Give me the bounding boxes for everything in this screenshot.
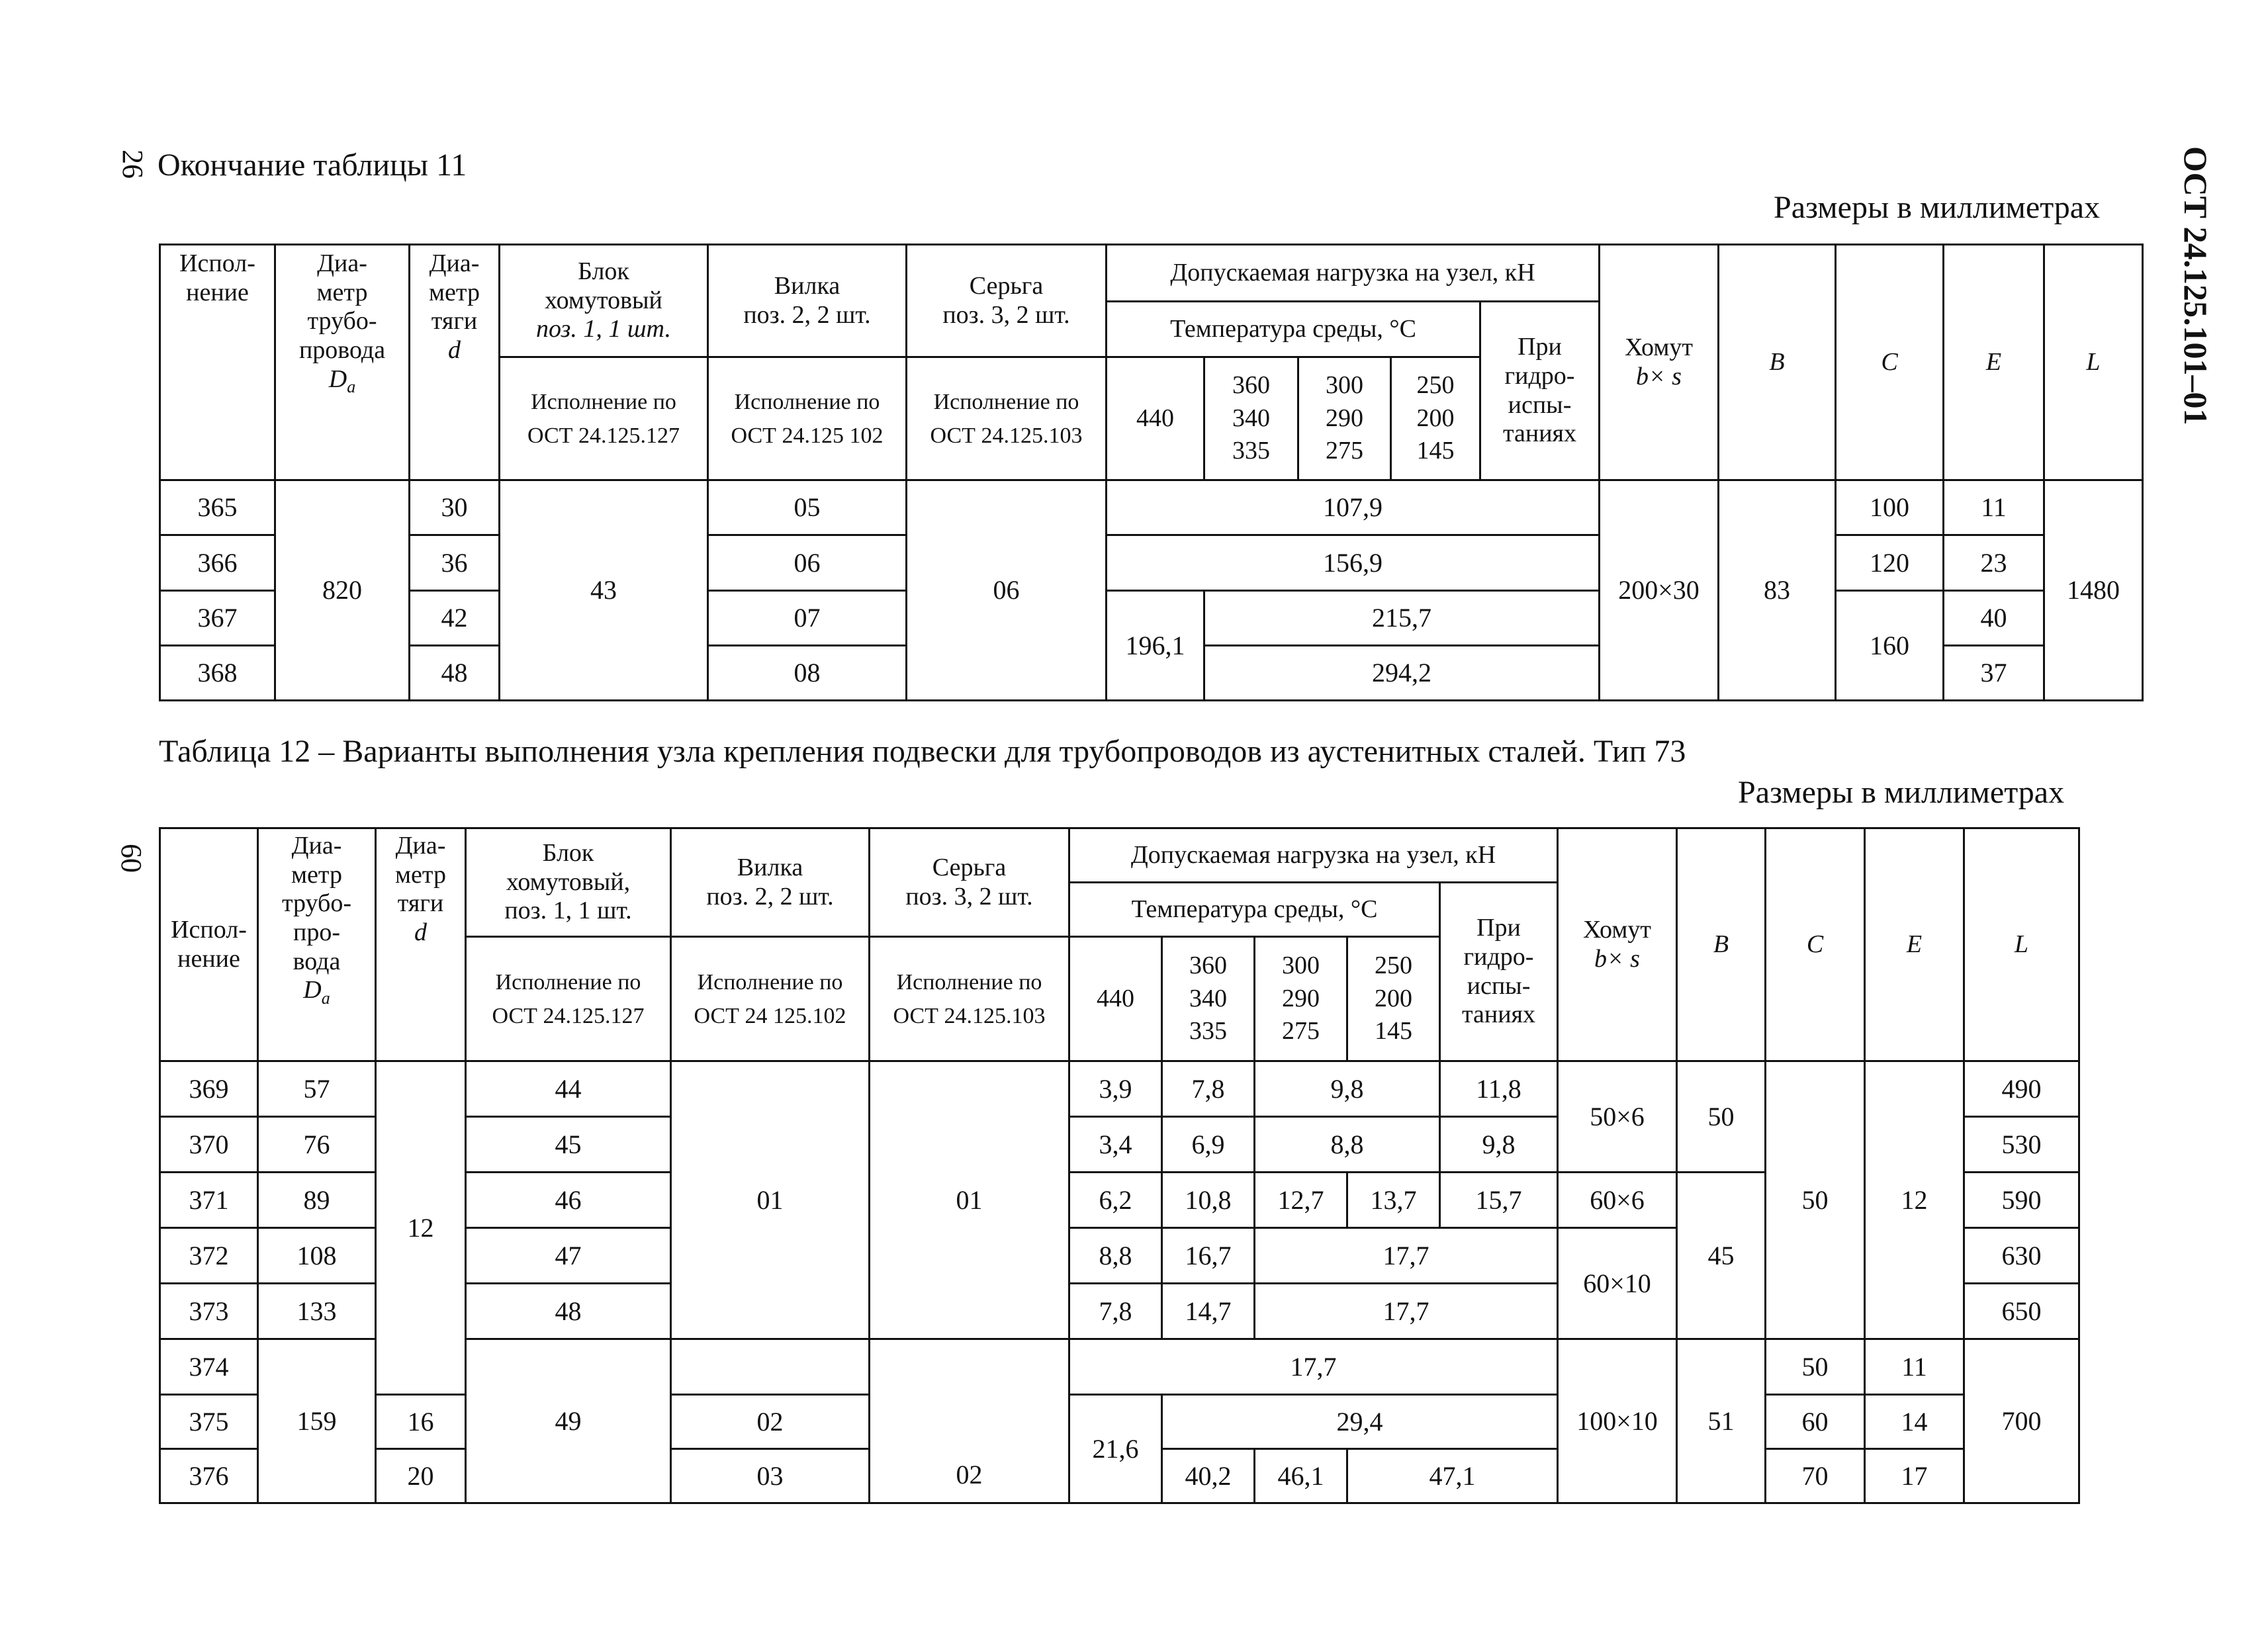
header-c: C [1766,828,1865,1061]
header-pipe-diameter: Диа-метр трубо-про-вода $D_a$ [258,828,376,1061]
cell: 12,7 [1255,1173,1347,1228]
cell: 10,8 [1162,1173,1255,1228]
header-block-ost: Исполнение по ОСТ 24.125.127 [466,937,671,1061]
cell: 21,6 [1069,1395,1162,1503]
header-fork: Вилка поз. 2, 2 шт. [671,828,870,937]
table12-caption: Таблица 12 – Варианты выполнения узла крепления подвески для трубопроводов из аустенитных сталей. Тип 73 [159,734,1686,769]
header-t440: 440 [1069,937,1162,1061]
cell: 16,7 [1162,1228,1255,1284]
header-e: E [1865,828,1964,1061]
cell: 50 [1766,1339,1865,1395]
cell: 70 [1766,1449,1865,1503]
cell: 15,7 [1440,1173,1558,1228]
header-clamp-block: Блок хомутовый поз. 1, 1 шт. [500,245,708,357]
cell: 160 [1836,591,1944,701]
cell: 8,8 [1255,1117,1440,1173]
cell: 83 [1719,480,1836,701]
cell: 45 [466,1117,671,1173]
cell: 02 [870,1339,1069,1503]
cell: 06 [708,535,907,591]
header-l: L [1964,828,2079,1061]
table-row: 374 [160,1339,258,1395]
header-fork: Вилка поз. 2, 2 шт. [708,245,907,357]
header-rod-diameter: Диа-метр тяги d [410,245,500,480]
cell: 3,4 [1069,1117,1162,1173]
cell: 08 [708,646,907,701]
cell: 215,7 [1204,591,1600,646]
cell: 6,9 [1162,1117,1255,1173]
cell: 650 [1964,1284,2079,1339]
cell: 44 [466,1061,671,1117]
cell: 14,7 [1162,1284,1255,1339]
header-ispolnenie: Испол-нение [160,828,258,1061]
cell: 120 [1836,535,1944,591]
cell: 50 [1766,1061,1865,1339]
header-temperature: Температура среды, °С [1107,302,1480,357]
cell: 60×6 [1558,1173,1677,1228]
side-page-number: 60 [115,844,148,873]
cell: 42 [410,591,500,646]
cell: 45 [1677,1173,1766,1339]
cell: 60 [1766,1395,1865,1449]
header-t360: 360 340 335 [1162,937,1255,1061]
cell: 36 [410,535,500,591]
header-earring-ost: Исполнение по ОСТ 24.125.103 [907,357,1107,480]
cell: 156,9 [1107,535,1600,591]
header-t250: 250 200 145 [1391,357,1480,480]
cell: 12 [1865,1061,1964,1339]
header-t440: 440 [1107,357,1204,480]
header-pipe-diameter: Диа-метр трубо-провода $D_a$ [275,245,410,480]
cell: 108 [258,1228,376,1284]
header-hydrotest: При гидро-испы-таниях [1480,302,1600,480]
header-ispolnenie: Испол-нение [160,245,275,480]
table-row: 365 [160,480,275,535]
header-b: B [1719,245,1836,480]
table-row: 370 [160,1117,258,1173]
cell [671,1339,870,1395]
cell: 37 [1944,646,2044,701]
header-t300: 300 290 275 [1298,357,1391,480]
header-t300: 300 290 275 [1255,937,1347,1061]
cell: 1480 [2044,480,2143,701]
cell: 48 [410,646,500,701]
header-fork-ost: Исполнение по ОСТ 24.125 102 [708,357,907,480]
cell: 07 [708,591,907,646]
header-t250: 250 200 145 [1347,937,1440,1061]
cell: 200×30 [1600,480,1719,701]
cell: 60×10 [1558,1228,1677,1339]
cell: 9,8 [1255,1061,1440,1117]
cell: 47,1 [1347,1449,1558,1503]
cell: 630 [1964,1228,2079,1284]
cell: 89 [258,1173,376,1228]
cell: 11,8 [1440,1061,1558,1117]
cell: 51 [1677,1339,1766,1503]
cell: 100×10 [1558,1339,1677,1503]
cell: 03 [671,1449,870,1503]
cell: 50 [1677,1061,1766,1173]
header-fork-ost: Исполнение по ОСТ 24 125.102 [671,937,870,1061]
standard-code: ОСТ 24.125.101–01 [2177,146,2214,425]
cell: 11 [1944,480,2044,535]
header-earring: Серьга поз. 3, 2 шт. [870,828,1069,937]
cell: 590 [1964,1173,2079,1228]
header-load: Допускаемая нагрузка на узел, кН [1069,828,1558,883]
cell: 8,8 [1069,1228,1162,1284]
header-clamp: Хомут b× s [1600,245,1719,480]
table-12 [159,827,2080,1504]
cell: 20 [376,1449,466,1503]
cell: 48 [466,1284,671,1339]
cell: 23 [1944,535,2044,591]
cell: 7,8 [1162,1061,1255,1117]
table12-units-note: Размеры в миллиметрах [1738,775,2065,810]
cell: 3,9 [1069,1061,1162,1117]
cell: 12 [376,1061,466,1395]
table-row: 368 [160,646,275,701]
cell: 11 [1865,1339,1964,1395]
cell: 17,7 [1069,1339,1558,1395]
cell: 76 [258,1117,376,1173]
cell: 05 [708,480,907,535]
cell: 46 [466,1173,671,1228]
header-earring-ost: Исполнение по ОСТ 24.125.103 [870,937,1069,1061]
header-b: B [1677,828,1766,1061]
cell: 40,2 [1162,1449,1255,1503]
cell: 17 [1865,1449,1964,1503]
cell: 9,8 [1440,1117,1558,1173]
cell: 02 [671,1395,870,1449]
cell: 01 [870,1061,1069,1339]
header-earring: Серьга поз. 3, 2 шт. [907,245,1107,357]
cell: 47 [466,1228,671,1284]
cell: 100 [1836,480,1944,535]
table-row: 376 [160,1449,258,1503]
table-row: 366 [160,535,275,591]
cell: 49 [466,1339,671,1503]
header-clamp: Хомут b× s [1558,828,1677,1061]
header-hydrotest: При гидро-испы-таниях [1440,883,1558,1061]
cell: 294,2 [1204,646,1600,701]
table-row: 373 [160,1284,258,1339]
table11-caption: Окончание таблицы 11 [158,148,467,183]
header-e: E [1944,245,2044,480]
cell: 196,1 [1107,591,1204,701]
cell: 530 [1964,1117,2079,1173]
header-load: Допускаемая нагрузка на узел, кН [1107,245,1600,302]
cell: 159 [258,1339,376,1503]
table-11 [159,244,2144,701]
cell: 50×6 [1558,1061,1677,1173]
cell: 133 [258,1284,376,1339]
cell: 7,8 [1069,1284,1162,1339]
cell: 700 [1964,1339,2079,1503]
cell: 57 [258,1061,376,1117]
page-number: 26 [116,150,149,179]
table-row: 371 [160,1173,258,1228]
cell: 46,1 [1255,1449,1347,1503]
table-row: 367 [160,591,275,646]
header-temperature: Температура среды, °С [1069,883,1440,937]
table-row: 375 [160,1395,258,1449]
cell: 490 [1964,1061,2079,1117]
cell: 29,4 [1162,1395,1558,1449]
cell: 13,7 [1347,1173,1440,1228]
cell: 16 [376,1395,466,1449]
cell: 40 [1944,591,2044,646]
cell: 107,9 [1107,480,1600,535]
cell: 30 [410,480,500,535]
cell: 43 [500,480,708,701]
cell: 17,7 [1255,1284,1558,1339]
table-row: 369 [160,1061,258,1117]
cell: 820 [275,480,410,701]
header-rod-diameter: Диа-метр тяги d [376,828,466,1061]
cell: 17,7 [1255,1228,1558,1284]
header-l: L [2044,245,2143,480]
table-row: 372 [160,1228,258,1284]
header-t360: 360 340 335 [1204,357,1298,480]
cell: 01 [671,1061,870,1339]
cell: 06 [907,480,1107,701]
cell: 14 [1865,1395,1964,1449]
header-clamp-block: Блок хомутовый, поз. 1, 1 шт. [466,828,671,937]
header-c: C [1836,245,1944,480]
header-block-ost: Исполнение по ОСТ 24.125.127 [500,357,708,480]
cell: 6,2 [1069,1173,1162,1228]
table11-units-note: Размеры в миллиметрах [1774,190,2101,225]
